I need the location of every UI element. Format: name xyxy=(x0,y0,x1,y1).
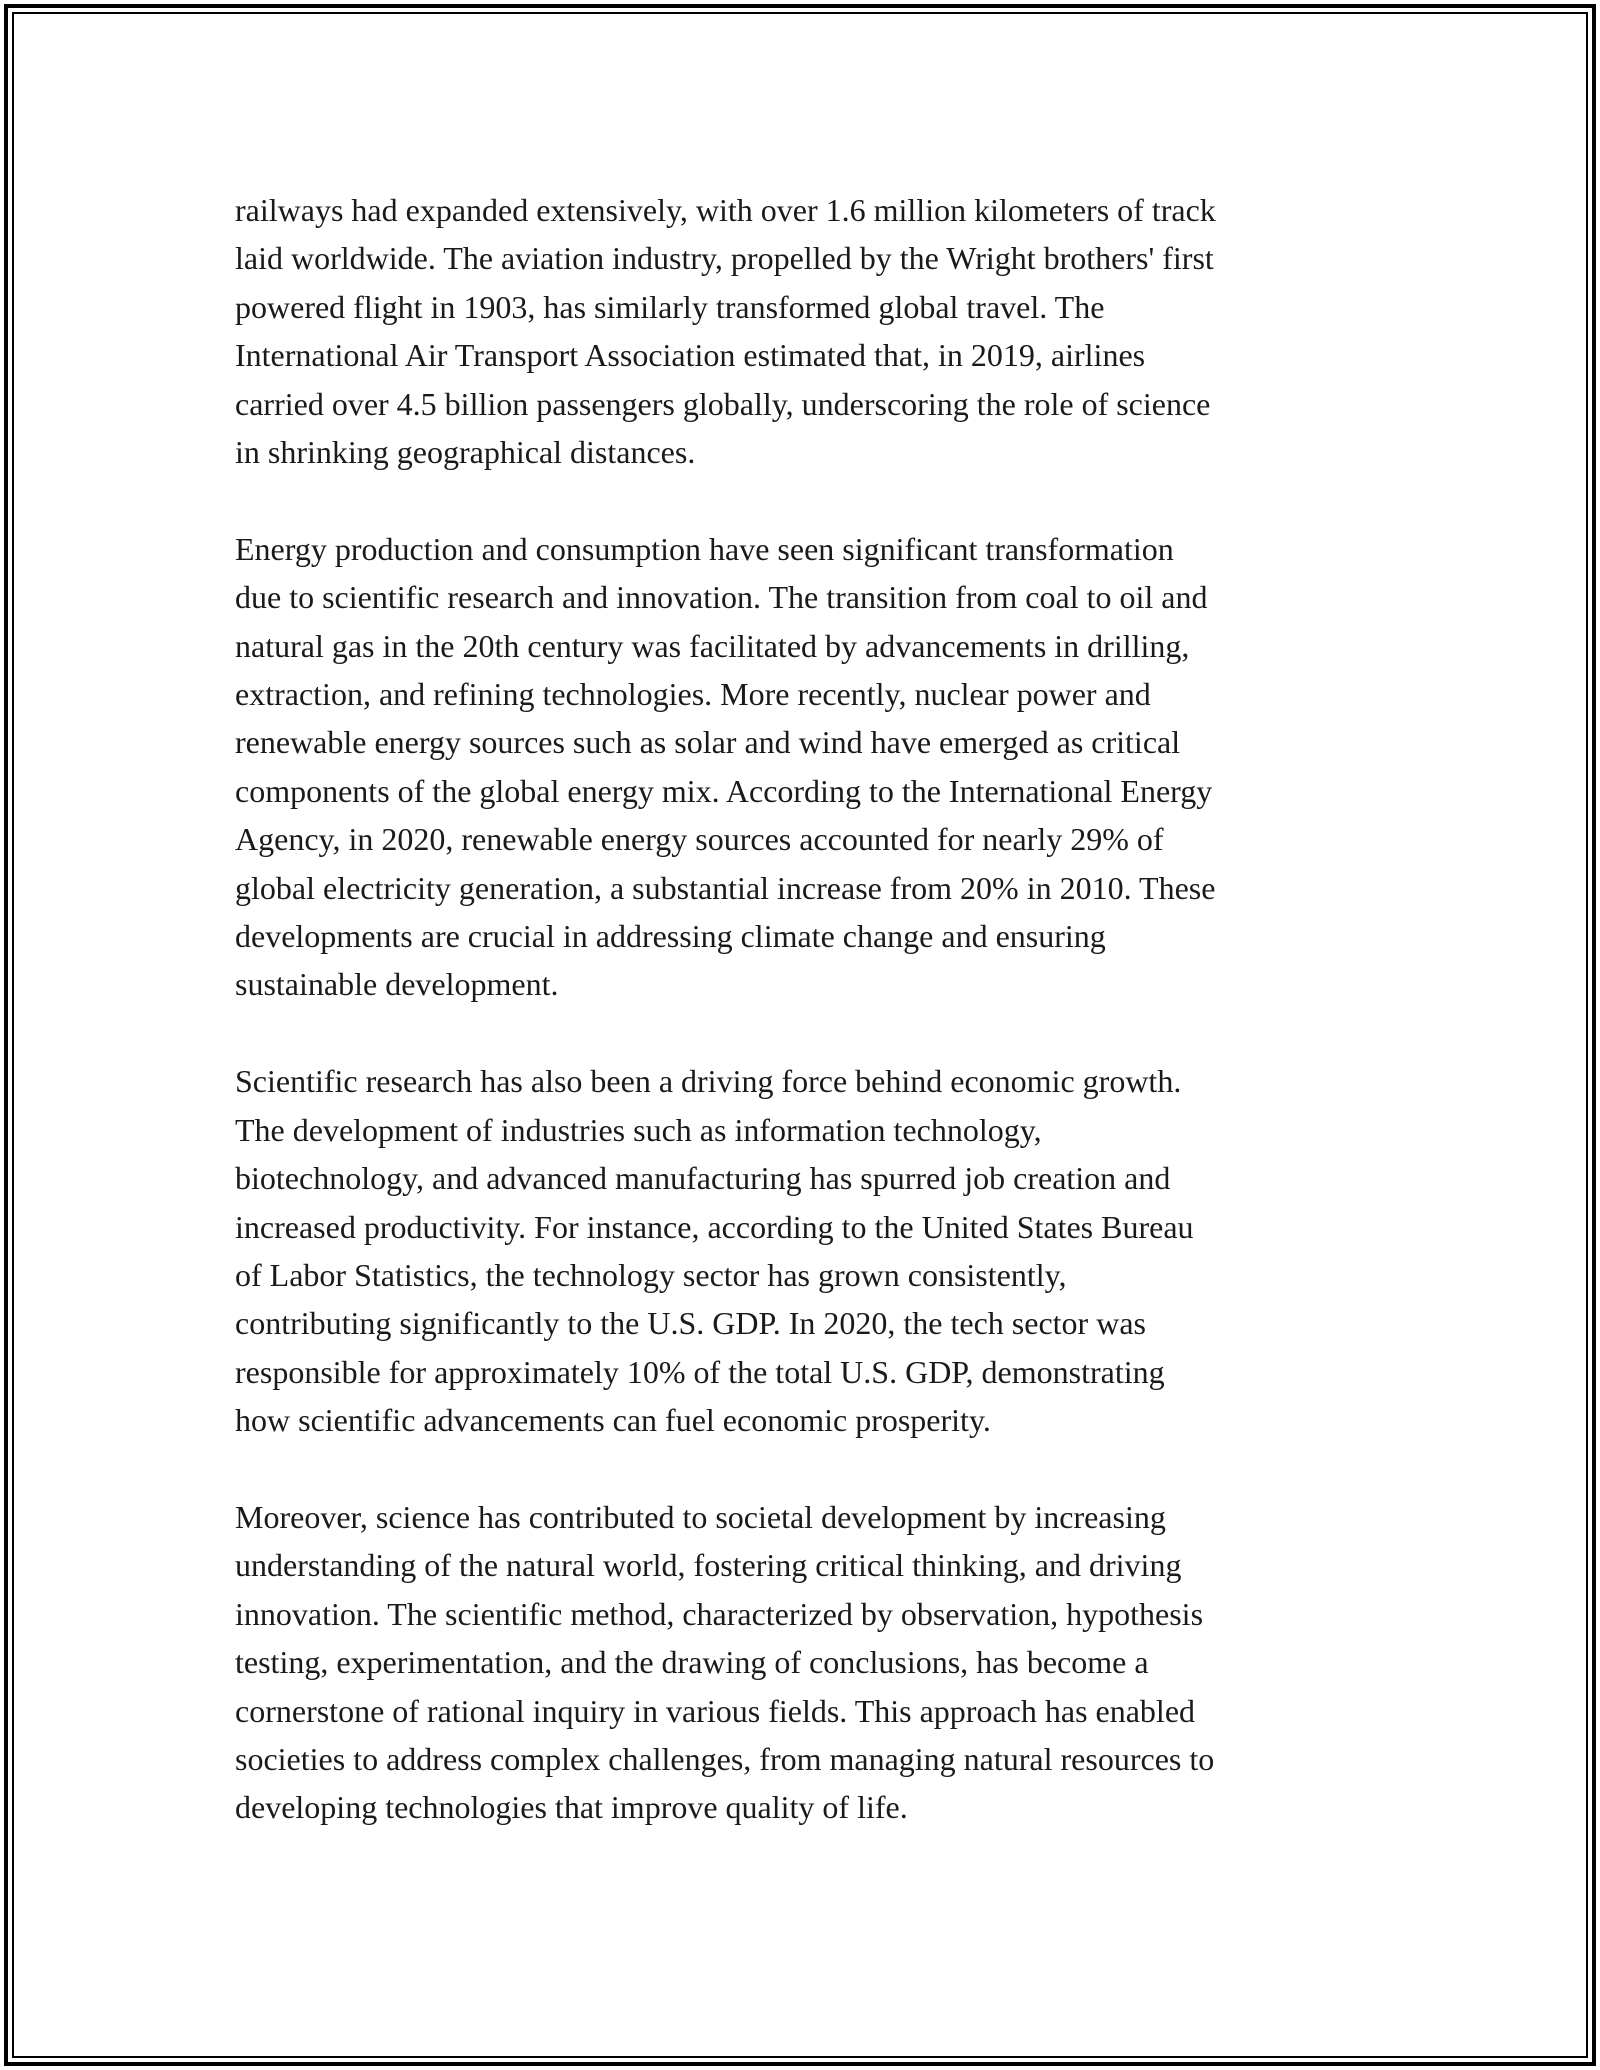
paragraph-society: Moreover, science has contributed to societal development by increasing understanding of the natural world, fostering critical thinking, and driving innovation. The scientific method, characterized by observation, hypothesis testing, experimentation, and the drawing of conclusions, has become a cornerstone of rational inquiry in various fields. This approach has enabled societies to address complex challenges, from managing natural resources to developing technologies that improve quality of life. xyxy=(235,1498,1215,1826)
paragraph-economy: Scientific research has also been a driving force behind economic growth. The development of industries such as information technology, biotechnology, and advanced manufacturing has spurred job creation and increased productivity. For instance, according to the United States Bureau of Labor Statistics, the technology sector has grown consistently, contributing significantly to the U.S. GDP. In 2020, the tech sector was responsible for approximately 10% of the total U.S. GDP, demonstrating how scientific advancements can fuel economic prosperity. xyxy=(235,1063,1194,1439)
paragraph-transport: railways had expanded extensively, with over 1.6 million kilometers of track laid worldwide. The aviation industry, propelled by the Wright brothers' first powered flight in 1903, has similarly transformed global travel. The International Air Transport Association estimated that, in 2019, airlines carried over 4.5 billion passengers globally, underscoring the role of science in shrinking geographical distances. xyxy=(235,192,1216,471)
document-body xyxy=(235,186,1365,1832)
paragraph-energy: Energy production and consumption have seen significant transformation due to scientific research and innovation. The transition from coal to oil and natural gas in the 20th century was facilitated by advancements in drilling, extraction, and refining technologies. More recently, nuclear power and renewable energy sources such as solar and wind have emerged as critical components of the global energy mix. According to the International Energy Agency, in 2020, renewable energy sources accounted for nearly 29% of global electricity generation, a substantial increase from 20% in 2010. These developments are crucial in addressing climate change and ensuring sustainable development. xyxy=(235,530,1216,1003)
